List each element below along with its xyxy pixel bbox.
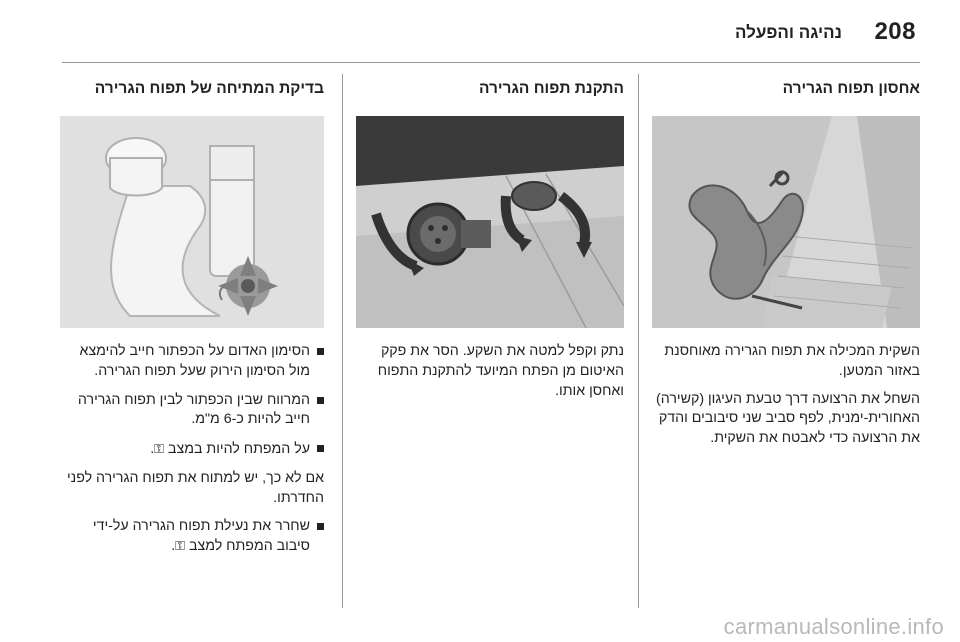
- page-number: 208: [874, 18, 916, 45]
- installation-paragraph-1: נתק וקפל למטה את השקע. הסר את פקק האיטום מן הפתח המיועד להתקנת התפוח ואחסן אותו.: [377, 343, 624, 399]
- section-title-check: בדיקת המתיחה של תפוח הגרירה: [94, 80, 324, 97]
- key-unlocked-icon: ⚿: [175, 538, 186, 554]
- check-bullet-4-text: שחרר את נעילת תפוח הגרירה על-ידי סיבוב המפתח למצב: [92, 517, 310, 555]
- storage-paragraph-2: השחל את הרצועה דרך טבעת העיגון (קשירה) האחורית-ימנית, לפף סביב שני סיבובים והדק את הרצועה כדי לאבטח את השקית.: [656, 390, 920, 447]
- site-watermark: carmanualsonline.info: [723, 614, 944, 639]
- figure-socket-and-plug: [356, 116, 624, 328]
- chapter-title: נהיגה והפעלה: [734, 23, 842, 42]
- check-bullet-4: שחרר את נעילת תפוח הגרירה על-ידי סיבוב המפתח למצב ⚿.: [60, 517, 324, 558]
- check-bullet-list-2: [60, 517, 324, 558]
- key-locked-icon: ⚿: [154, 441, 165, 457]
- section-title-installation: התקנת תפוח הגרירה: [478, 80, 624, 97]
- section-check: [60, 80, 324, 566]
- storage-paragraph-1: השקית המכילה את תפוח הגרירה מאוחסנת באזור המטען.: [664, 343, 920, 379]
- figure-towbar-bag-in-trunk: [652, 116, 920, 328]
- section-installation: [356, 80, 624, 409]
- check-bullet-3: על המפתח להיות במצב ⚿.: [60, 439, 324, 460]
- check-bullet-2: המרווח שבין הכפתור לבין תפוח הגרירה חייב להיות כ-6 מ"מ.: [60, 391, 324, 431]
- figure-towbar-ball-with-handwheel: [60, 116, 324, 328]
- check-bullet-3-text: על המפתח להיות במצב: [168, 441, 310, 458]
- section-storage: [652, 80, 920, 457]
- section-title-storage: אחסון תפוח הגרירה: [782, 80, 920, 97]
- check-bullet-list: [60, 342, 324, 460]
- header-rule: [62, 62, 920, 63]
- check-note: אם לא כך, יש למתוח את תפוח הגרירה לפני החדרתו.: [67, 469, 324, 506]
- column-divider-left: [342, 74, 343, 608]
- column-divider-right: [638, 74, 639, 608]
- check-bullet-1: הסימון האדום על הכפתור חייב להימצא מול הסימון הירוק שעל תפוח הגרירה.: [60, 342, 324, 382]
